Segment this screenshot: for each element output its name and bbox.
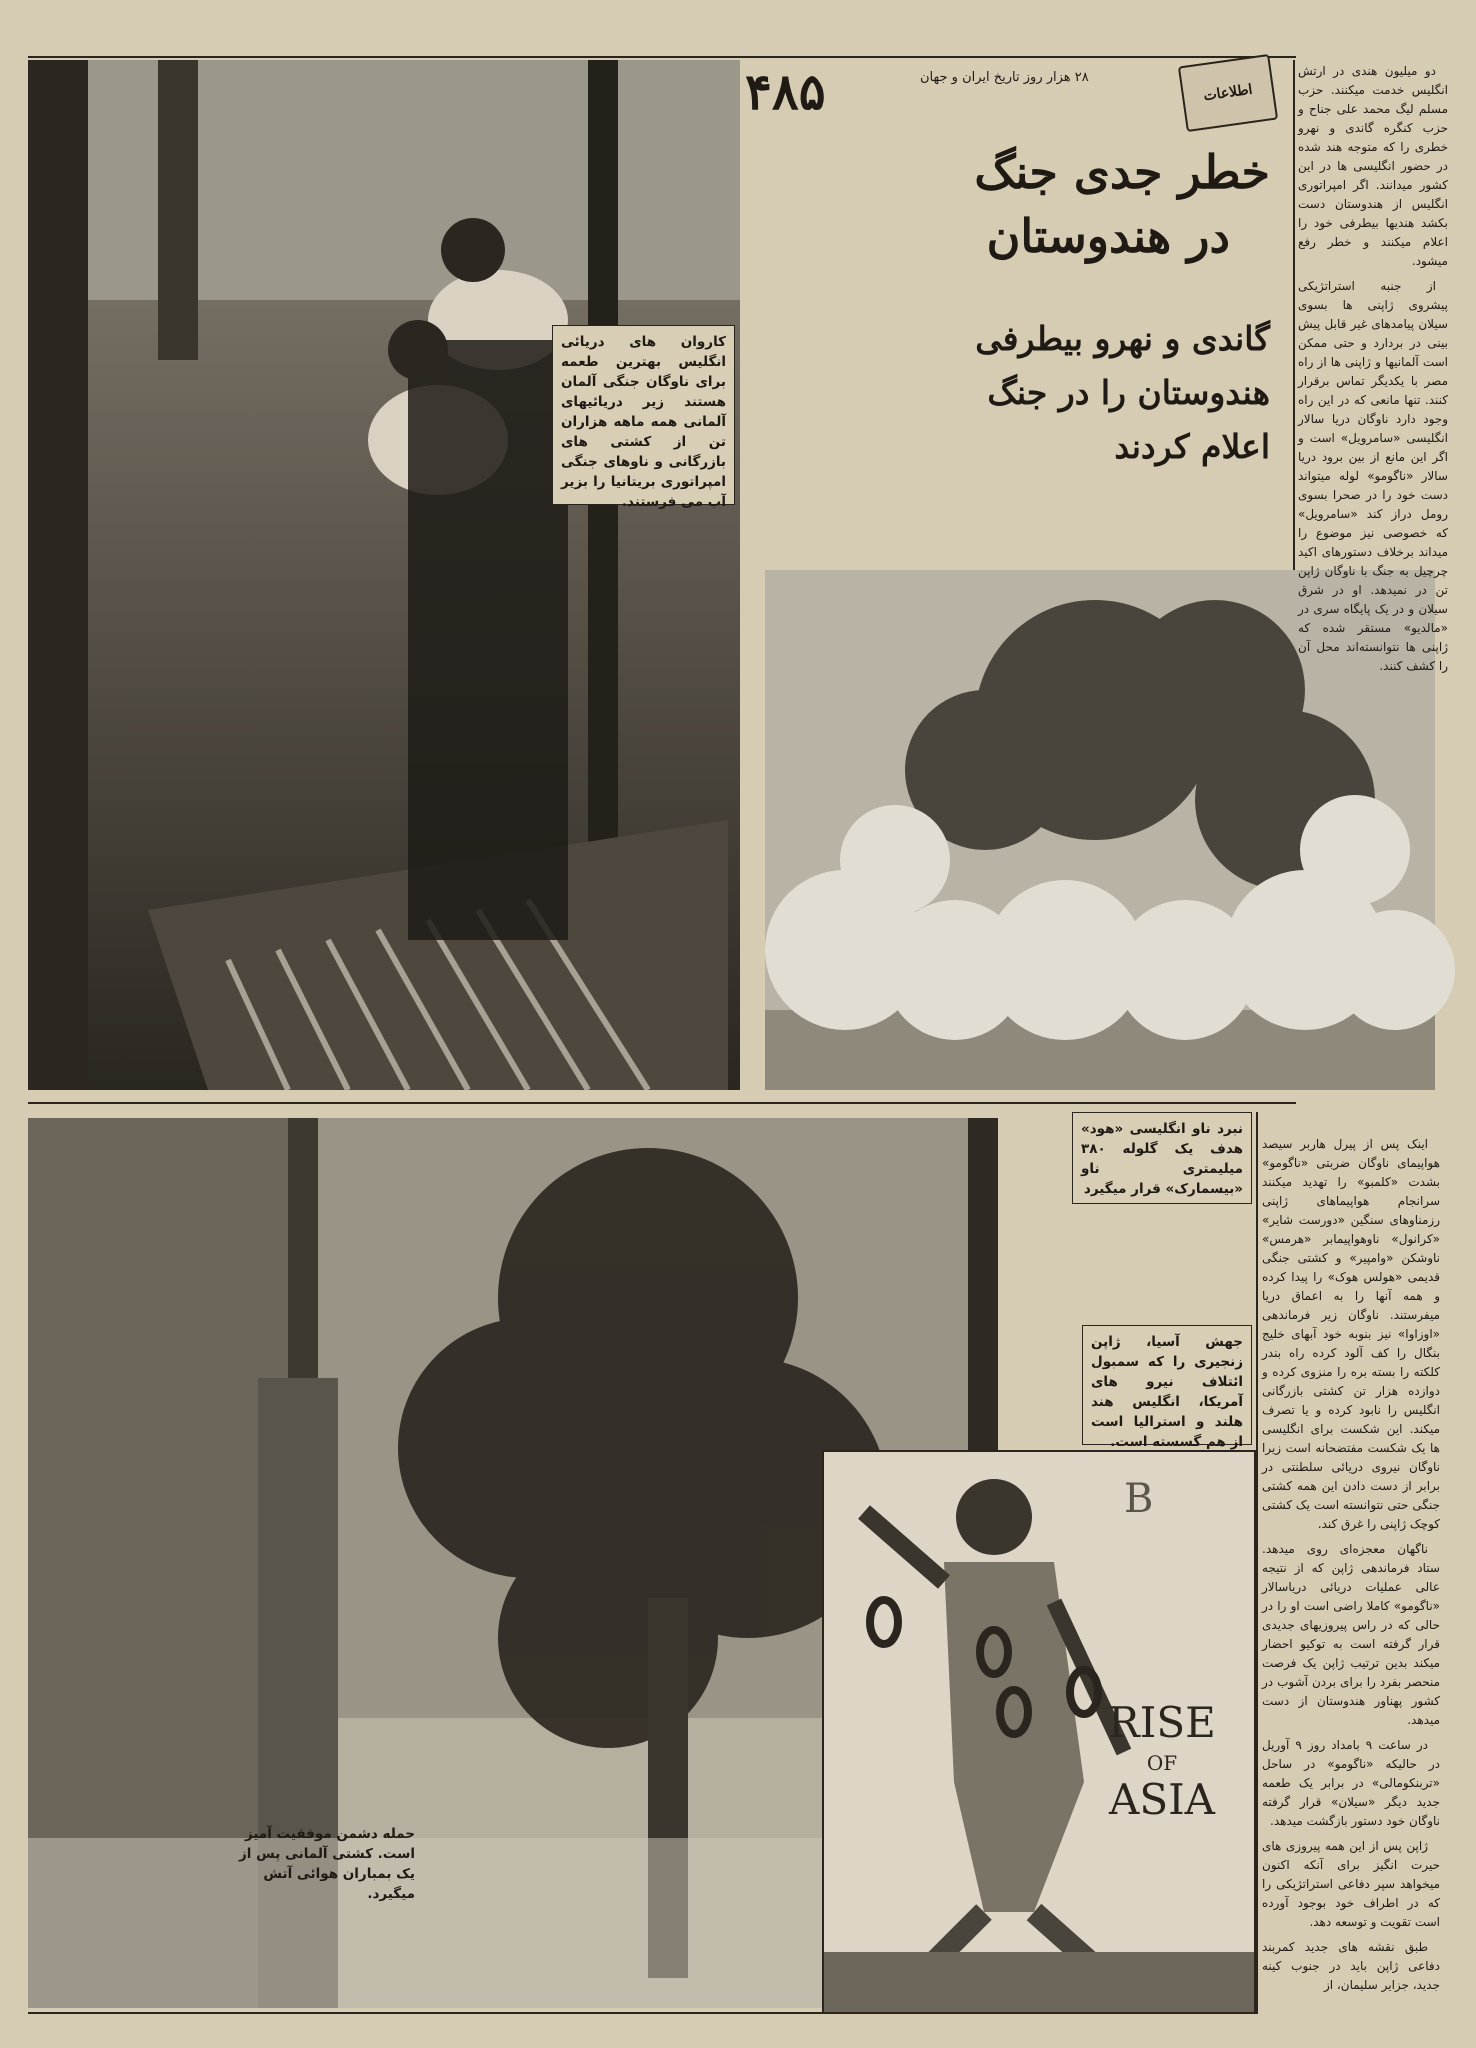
hood-caption [1072, 1112, 1252, 1204]
convoy-caption [552, 325, 735, 510]
headline-line-1: خطر جدی جنگ [974, 145, 1270, 199]
sailors-deck-photo [28, 60, 740, 1090]
logo-text: اطلاعات [1202, 81, 1254, 105]
bottom-column-paragraph: طبق نقشه های جدید کمربند دفاعی ژاپن باید در جنوب کینه جدید، جزایر سلیمان، از [1262, 1940, 1440, 1992]
top-article-column [1298, 62, 1448, 673]
top-column-paragraph: دو میلیون هندی در ارتش انگلیس خدمت میکنند. حزب مسلم لیگ محمد علی جناح و حزب کنگره گاندی و نهرو خطری را که متوجه هند شده در حضور انگلیسی ها در این کشور میدانند. اگر امپراتوری انگلیس از هندوستان دست بکشد هندیها بیطرفی خود را اعلام میکنند و خطر رفع میشود. [1298, 64, 1448, 268]
rise-of-asia-caption [1082, 1325, 1252, 1450]
convoy-caption-text: کاروان های دریائی انگلیس بهترین طعمه برای ناوگان جنگی آلمان هستند زیر دریائیهای آلمانی همه ماهه هزاران تن از کشتی های بازرگانی و ناوهای جنگی امپراتوری بریتانیا را بزیر آب می فرستند. [561, 334, 726, 510]
bottom-column-paragraph: در ساعت ۹ بامداد روز ۹ آوریل در حالیکه «ناگومو» در ساحل «تربنکومالی» در برابر یک طعمه جدید دیگر «سیلان» قرار گرفته ناوگان خود دستور بازگشت میدهد. [1262, 1738, 1440, 1828]
poster-letter: B [1124, 1476, 1154, 1522]
hood-caption-text: نبرد ناو انگلیسی «هود» هدف یک گلوله ۳۸۰ میلیمتری ناو «بیسمارک» قرار میگیرد [1081, 1121, 1243, 1197]
middle-divider-rule [28, 1102, 1296, 1104]
bottom-column-paragraph: ناگهان معجزه‌ای روی میدهد. ستاد فرماندهی ژاپن که از نتیجه عالی عملیات دریائی دریاسالار «ناگومو» کاملا راضی است او را در حالی که در راس پیروزیهای جدیدی قرار گرفته است به توکیو احضار میکند بدین ترتیب ژاپن یک فرصت منحصر بفرد را برای بردن آشوب در کشور پهناور هندوستان از دست میدهد. [1262, 1542, 1440, 1727]
subheadline-line-2: هندوستان را در جنگ [987, 373, 1270, 412]
subheadline-line-1: گاندی و نهرو بیطرفی [975, 319, 1270, 358]
bottom-column-paragraph: ژاپن پس از این همه پیروزی های حیرت انگیز برای آنکه اکنون میخواهد سپر دفاعی استراتژیکی را که در اطراف خود بوجود آورده است تقویت و توسعه دهد. [1262, 1839, 1440, 1929]
top-left-rule [28, 56, 1296, 58]
poster-title-line-1: RISE [1108, 1698, 1216, 1747]
bottom-column-paragraph: اینک پس از پیرل هاربر سیصد هواپیمای ناوگان ضربتی «ناگومو» بشدت «کلمبو» را تهدید میکنند سرانجام هواپیماهای ژاپنی رزمناوهای سنگین «دورست شایر» «کرانول» ناوهواپیمابر «هرمس» ناوشکن «وامپیر» و کشتی جنگی قدیمی «هولس هوک» را پیدا کرده و همه آنها را به اعماق دریا میفرستند. ناوگان زیر فرماندهی «اوزاوا» نیز بنوبه خود آبهای خلیج بنگال را کف آلود کرده راه بندر کلکته را بسته بره را منزوی کرده و دوازده هزار تن کشتی بازرگانی انگلیس را نابود کرده و یا تصرف میکند. این شکست برای انگلیسی ها یک شکست مفتضحانه است زیرا ناوگان نیروی دریائی سلطنتی در برابر از دست دادن این همه کشتی جنگی حتی نتوانسته است یک کشتی کوچک ژاپنی را غرق کند. [1262, 1137, 1440, 1531]
main-headline [760, 140, 1270, 268]
rise-of-asia-poster [822, 1450, 1256, 2014]
subheadline-line-3: اعلام کردند [1114, 427, 1270, 466]
newspaper-logo [1178, 54, 1278, 132]
top-column-paragraph: از جنبه استراتژیکی پیشروی ژاپنی ها بسوی سیلان پیامدهای غیر قابل پیش بینی در بردارد و حتی ممکن است آلمانیها و ژاپنی ها از راه مصر با یکدیگر تماس برقرار کنند. تنها مانعی که در این راه وجود دارد ناوگان دریا سالار انگلیسی «سامرویل» است و اگر این مانع از بین برود دریا سالار «ناگومو» لوله میتواند دست خود را در صحرا بسوی رومل دراز کند «سامرویل» که خصوصی نیز موضوع را میداند برخلاف دستورهای اکید چرچیل به جنگ با ناوگان ژاپن تن در نمیدهد. او در شرق سیلان و در یک پایگاه سری در «مالدیو» مستقر شده که ژاپنی ها نتوانسته‌اند محل آن را کشف کنند. [1298, 279, 1448, 673]
bottom-article-column [1262, 1135, 1440, 2015]
page-number: ۴۸۵ [745, 62, 826, 121]
rise-of-asia-caption-text: جهش آسیا، ژاپن زنجیری را که سمبول ائتلاف نیرو های آمریکا، انگلیس هند هلند و استرالیا است از هم گسسته است. [1091, 1334, 1243, 1450]
poster-title-line-3: ASIA [1108, 1775, 1216, 1824]
headline-line-2: در هندوستان [986, 209, 1230, 263]
subheadline [915, 312, 1270, 474]
attack-caption-text: حمله دشمن موفقیت آمیز است. کشتی آلمانی پس از یک بمباران هوائی آتش میگیرد. [239, 1826, 415, 1902]
attack-caption [230, 1824, 415, 1904]
series-title: ۲۸ هزار روز تاریخ ایران و جهان [920, 70, 1089, 85]
bottom-column-left-rule [1256, 1112, 1258, 2012]
poster-title-line-2: OF [1146, 1751, 1178, 1775]
top-column-left-rule [1293, 60, 1295, 570]
